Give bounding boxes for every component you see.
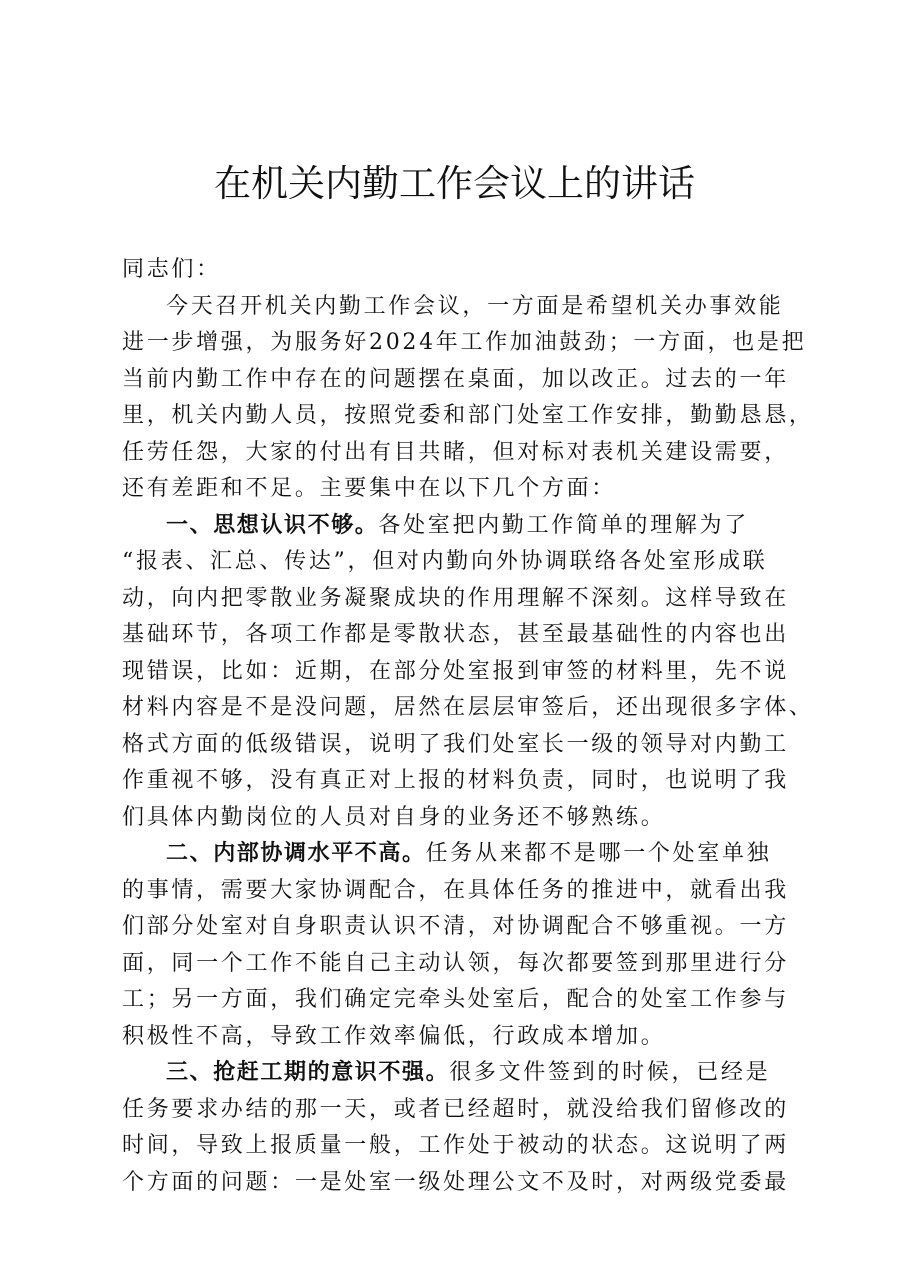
text-line xyxy=(122,654,812,691)
section-heading: 二、内部协调水平不高。 xyxy=(166,841,426,866)
line-text: 任务从来都不是哪一个处室单独 xyxy=(425,841,772,866)
text-line xyxy=(122,252,812,289)
text-line xyxy=(122,617,812,654)
line-text: 作重视不够，没有真正对上报的材料负责，同时，也说明了我 xyxy=(122,768,789,793)
line-text: 还有差距和不足。主要集中在以下几个方面： xyxy=(122,476,617,501)
text-line xyxy=(122,1165,812,1202)
text-line xyxy=(122,1019,812,1056)
text-line xyxy=(122,362,812,399)
text-line xyxy=(122,763,812,800)
line-text: 格式方面的低级错误，说明了我们处室长一级的领导对内勤工 xyxy=(122,731,789,757)
line-text: 进一步增强，为服务好2024年工作加油鼓劲；一方面，也是把 xyxy=(122,330,807,355)
line-text: 很多文件签到的时候，已经是 xyxy=(449,1060,771,1085)
line-text: 现错误，比如：近期，在部分处室报到审签的材料里，先不说 xyxy=(122,658,789,684)
text-line xyxy=(122,1055,812,1092)
line-text: 任劳任怨，大家的付出有目共睹，但对标对表机关建设需要， xyxy=(122,439,789,465)
text-line xyxy=(122,836,812,873)
line-text: 同志们： xyxy=(122,257,221,282)
text-line xyxy=(122,1128,812,1165)
section-heading: 三、抢赶工期的意识不强。 xyxy=(166,1060,450,1085)
text-line xyxy=(122,946,812,983)
text-line xyxy=(122,690,812,727)
document-body xyxy=(122,252,812,1201)
text-line xyxy=(122,1092,812,1129)
text-line xyxy=(122,325,812,362)
line-text: “报表、汇总、传达”，但对内勤向外协调联络各处室形成联 xyxy=(122,549,768,574)
line-text: 面，同一个工作不能自己主动认领，每次都要签到那里进行分 xyxy=(122,950,789,976)
text-line xyxy=(122,471,812,508)
line-text: 们部分处室对自身职责认识不清，对协调配合不够重视。一方 xyxy=(122,914,789,939)
line-text: 材料内容是不是没问题，居然在层层审签后，还出现很多字体、 xyxy=(122,695,814,720)
section-heading: 一、思想认识不够。 xyxy=(166,512,379,538)
document-title: 在机关内勤工作会议上的讲话 xyxy=(214,162,695,205)
line-text: 各处室把内勤工作简单的理解为了 xyxy=(378,512,749,538)
line-text: 工；另一方面，我们确定完牵头处室后，配合的处室工作参与 xyxy=(122,987,789,1012)
line-text: 的事情，需要大家协调配合，在具体任务的推进中，就看出我 xyxy=(122,877,789,903)
line-text: 个方面的问题：一是处室一级处理公文不及时，对两级党委最 xyxy=(122,1169,789,1195)
line-text: 当前内勤工作中存在的问题摆在桌面，加以改正。过去的一年 xyxy=(122,366,789,392)
line-text: 动，向内把零散业务凝聚成块的作用理解不深刻。这样导致在 xyxy=(122,585,789,611)
line-text: 们具体内勤岗位的人员对自身的业务还不够熟练。 xyxy=(122,804,666,830)
text-line xyxy=(122,581,812,618)
line-text: 今天召开机关内勤工作会议，一方面是希望机关办事效能 xyxy=(166,293,784,319)
line-text: 积极性不高，导致工作效率偏低，行政成本增加。 xyxy=(122,1023,666,1049)
text-line xyxy=(122,544,812,581)
text-line xyxy=(122,435,812,472)
text-line xyxy=(122,982,812,1019)
line-text: 基础环节，各项工作都是零散状态，甚至最基础性的内容也出 xyxy=(122,622,789,647)
text-line xyxy=(122,289,812,326)
text-line xyxy=(122,909,812,946)
text-line xyxy=(122,727,812,764)
text-line xyxy=(122,508,812,545)
line-text: 任务要求办结的那一天，或者已经超时，就没给我们留修改的 xyxy=(122,1096,789,1122)
text-line xyxy=(122,800,812,837)
text-line xyxy=(122,398,812,435)
line-text: 时间，导致上报质量一般，工作处于被动的状态。这说明了两 xyxy=(122,1133,789,1158)
text-line xyxy=(122,873,812,910)
line-text: 里，机关内勤人员，按照党委和部门处室工作安排，勤勤恳恳， xyxy=(122,403,814,428)
